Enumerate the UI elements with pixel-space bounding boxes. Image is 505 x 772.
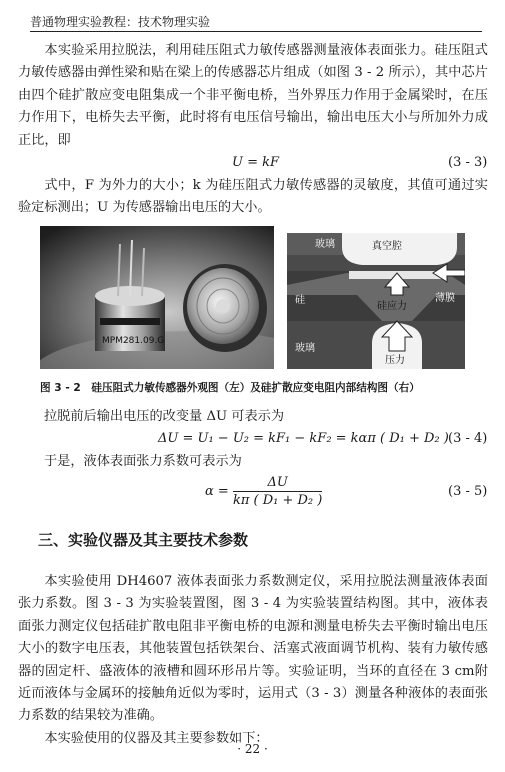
eq35-intro-text: 于是，液体表面张力系数可表示为	[44, 454, 242, 469]
label-glass-top: 玻璃	[315, 239, 335, 250]
label-glass-bottom: 玻璃	[295, 343, 315, 354]
label-stress: 硅应力	[377, 301, 407, 312]
equation-3-5	[205, 475, 322, 508]
eq34-intro	[18, 406, 488, 428]
eq34-intro-text: 拉脱前后输出电压的改变量 ΔU 可表示为	[44, 409, 285, 424]
intro-text-2: 式中，F 为外力的大小；k 为硅压阻式力敏传感器的灵敏度，其值可通过实验定标测出；U 为传感器输出电压的大小。	[18, 178, 488, 216]
sensor-marking: MPM281.09.G	[102, 336, 165, 346]
label-vacuum: 真空腔	[372, 241, 402, 252]
eq35-numerator: ΔU	[233, 475, 322, 492]
equation-3-5-number: (3 - 5)	[448, 484, 488, 499]
equation-3-4: ΔU = U₁ − U₂ = kF₁ − kF₂ = kαπ ( D₁ + D₂ )	[158, 431, 449, 446]
equation-3-3: U = kF	[232, 155, 280, 170]
page-number: · 22 ·	[237, 742, 268, 756]
intro-text-1: 本实验采用拉脱法，利用硅压阻式力敏传感器测量液体表面张力。硅压阻式力敏传感器由弹性梁和贴在梁上的传感器芯片组成（如图 3 - 2 所示），其中芯片由四个硅扩散应变电阻集成一个非平衡电桥，当外界压力作用于金属梁时，在压力作用下，电桥失去平衡，此时将有电压信号输出，输出电压大小与所加外力成正比，即	[18, 43, 488, 148]
eq35-fraction	[233, 475, 322, 508]
eq35-lhs: α =	[205, 484, 229, 499]
instruments-paragraph	[18, 571, 488, 750]
label-membrane: 薄膜	[435, 293, 455, 304]
running-header	[30, 8, 482, 32]
eq35-intro	[18, 451, 488, 473]
section-heading: 三、实验仪器及其主要技术参数	[38, 531, 249, 549]
intro-paragraph-1	[18, 40, 488, 152]
label-pressure: 压力	[385, 355, 405, 366]
sensor-photo	[40, 226, 274, 369]
book-title: 普通物理实验教程：技术物理实验	[30, 15, 211, 29]
instruments-text-last: 本实验使用的仪器及其主要参数如下：	[44, 730, 269, 746]
figure-caption: 图 3 - 2 硅压阻式力敏传感器外观图（左）及硅扩散应变电阻内部结构图（右）	[40, 382, 420, 394]
structure-diagram	[287, 233, 465, 369]
label-silicon: 硅	[295, 295, 305, 306]
equation-3-4-number: (3 - 4)	[448, 431, 488, 446]
equation-3-3-number: (3 - 3)	[448, 155, 488, 170]
eq35-denominator: kπ ( D₁ + D₂ )	[232, 493, 323, 508]
intro-paragraph-2	[18, 175, 488, 220]
instruments-text: 本实验使用 DH4607 液体表面张力系数测定仪，采用拉脱法测量液体表面张力系数。图 3 - 3 为实验装置图，图 3 - 4 为实验装置结构图。其中，液体表面张力测定仪包括硅扩散电阻非平衡电桥的电源和测量电桥失去平衡时输出电压大小的数字电压表，其他装置包括铁架台、活塞式液面调节机构、装有力敏传感器的固定杆、盛液体的液槽和圆环形吊片等。实验证明，当环的直径在 3 cm附近而液体与金属环的接触角近似为零时，运用式（3 - 3）测量各种液体的表面张力系数的结果较为准确。	[18, 574, 488, 724]
